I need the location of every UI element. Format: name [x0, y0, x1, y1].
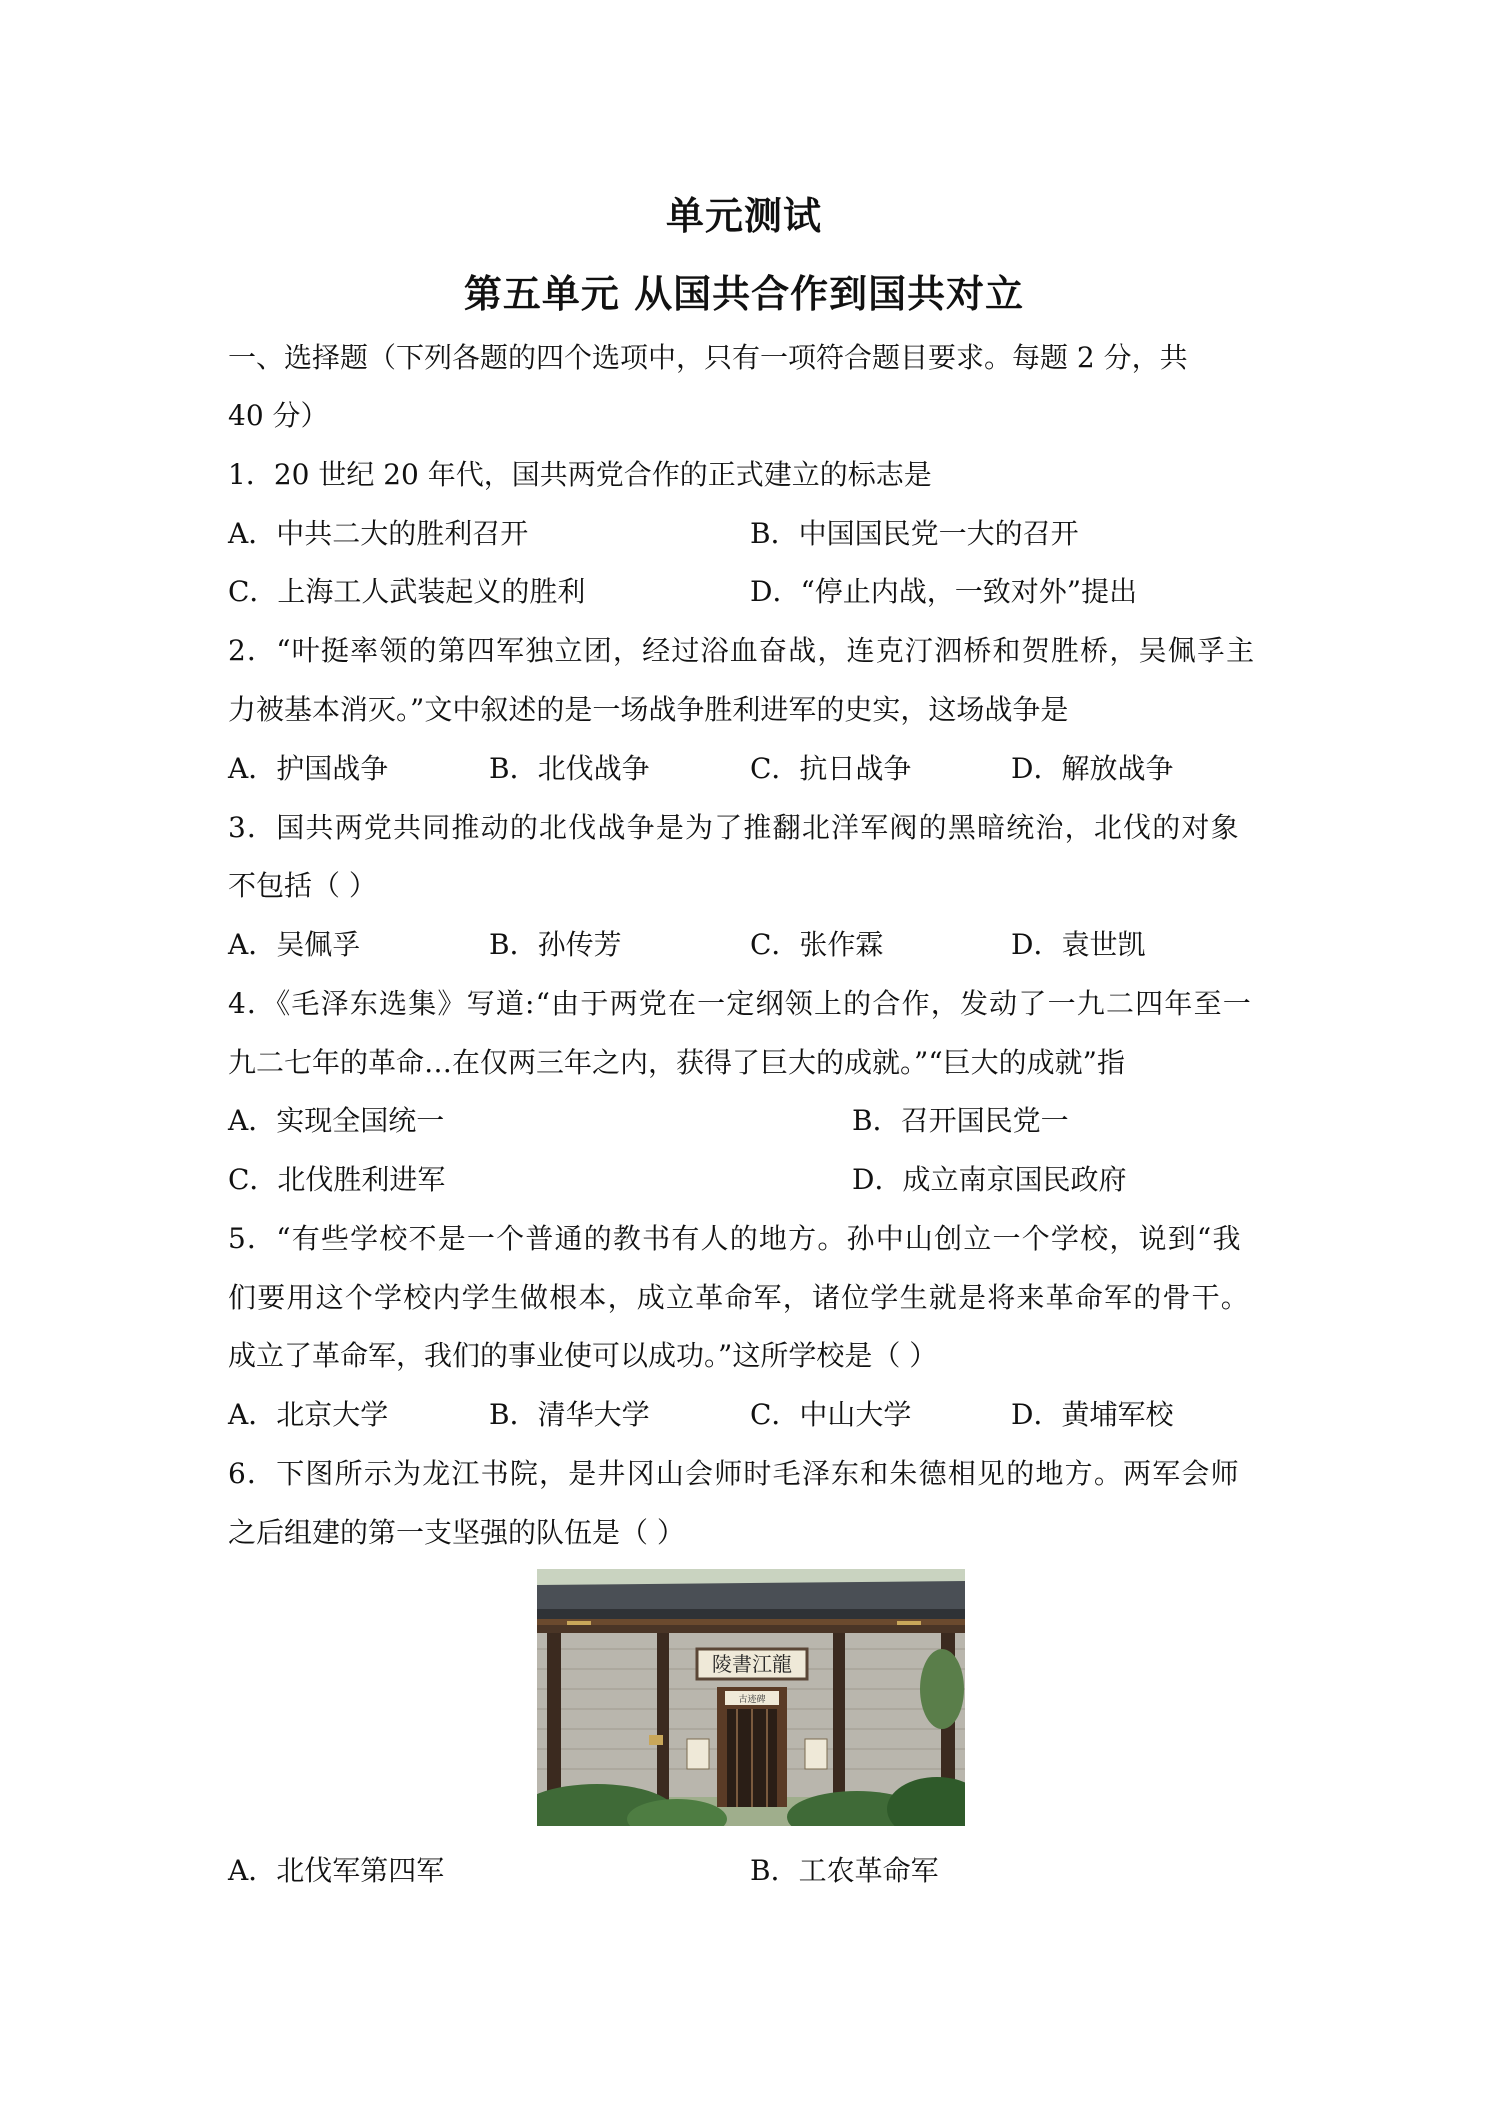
question-2-option-a[interactable]: A．护国战争 — [228, 752, 389, 785]
question-4-option-b[interactable]: B．召开国民党一 — [852, 1104, 1069, 1137]
longjiang-academy-photo — [537, 1569, 965, 1826]
page-title: 单元测试 — [665, 194, 822, 238]
question-1-option-c[interactable]: C．上海工人武装起义的胜利 — [228, 575, 586, 608]
question-3-option-d[interactable]: D．袁世凯 — [1011, 928, 1146, 961]
question-3-option-a[interactable]: A．吴佩孚 — [228, 928, 361, 961]
question-6-option-b[interactable]: B．工农革命军 — [750, 1854, 939, 1887]
question-5-stem-line-1: 5．“有些学校不是一个普通的教书有人的地方。孙中山创立一个学校，说到“我 — [228, 1222, 1242, 1255]
question-2-stem-line-1: 2．“叶挺率领的第四军独立团，经过浴血奋战，连克汀泗桥和贺胜桥，吴佩孚主 — [228, 634, 1256, 667]
question-6-stem-line-2: 之后组建的第一支坚强的队伍是（ ） — [228, 1516, 685, 1549]
question-5-option-d[interactable]: D．黄埔军校 — [1011, 1398, 1174, 1431]
question-2-option-c[interactable]: C．抗日战争 — [750, 752, 912, 785]
question-4-option-d[interactable]: D．成立南京国民政府 — [852, 1163, 1127, 1196]
unit-subtitle: 第五单元 从国共合作到国共对立 — [463, 272, 1025, 316]
question-4-stem-line-2: 九二七年的革命…在仅两三年之内，获得了巨大的成就。”“巨大的成就”指 — [228, 1046, 1125, 1079]
question-5-stem-line-2: 们要用这个学校内学生做根本，成立革命军，诸位学生就是将来革命军的骨干。 — [228, 1281, 1251, 1314]
question-4-stem-line-1: 4．《毛泽东选集》写道:“由于两党在一定纲领上的合作，发动了一九二四年至一 — [228, 987, 1252, 1020]
question-3-stem-line-2: 不包括（ ） — [228, 869, 377, 902]
question-3-option-b[interactable]: B．孙传芳 — [489, 928, 622, 961]
question-6-stem-line-1: 6．下图所示为龙江书院，是井冈山会师时毛泽东和朱德相见的地方。两军会师 — [228, 1457, 1240, 1490]
question-4-option-a[interactable]: A．实现全国统一 — [228, 1104, 445, 1137]
question-2-option-d[interactable]: D．解放战争 — [1011, 752, 1174, 785]
question-2-stem-line-2: 力被基本消灭。”文中叙述的是一场战争胜利进军的史实，这场战争是 — [228, 693, 1069, 726]
question-6-option-a[interactable]: A．北伐军第四军 — [228, 1854, 445, 1887]
question-5-option-c[interactable]: C．中山大学 — [750, 1398, 912, 1431]
question-3-option-c[interactable]: C．张作霖 — [750, 928, 884, 961]
section-instructions-line-2: 40 分） — [228, 399, 329, 432]
question-2-option-b[interactable]: B．北伐战争 — [489, 752, 650, 785]
question-3-stem-line-1: 3．国共两党共同推动的北伐战争是为了推翻北洋军阀的黑暗统治，北伐的对象 — [228, 811, 1240, 844]
question-5-option-a[interactable]: A．北京大学 — [228, 1398, 389, 1431]
question-4-option-c[interactable]: C．北伐胜利进军 — [228, 1163, 446, 1196]
question-1-stem: 1．20 世纪 20 年代，国共两党合作的正式建立的标志是 — [228, 458, 932, 491]
section-instructions-line-1: 一、选择题（下列各题的四个选项中，只有一项符合题目要求。每题 2 分，共 — [228, 341, 1188, 374]
plaque-text: 陵書江龍 — [712, 1652, 792, 1676]
door-sign-text: 古迹碑 — [738, 1695, 766, 1705]
question-5-option-b[interactable]: B．清华大学 — [489, 1398, 650, 1431]
question-5-stem-line-3: 成立了革命军，我们的事业使可以成功。”这所学校是（ ） — [228, 1339, 938, 1372]
question-1-option-a[interactable]: A．中共二大的胜利召开 — [228, 517, 529, 550]
question-1-option-d[interactable]: D．“停止内战，一致对外”提出 — [750, 575, 1138, 608]
question-1-option-b[interactable]: B．中国国民党一大的召开 — [750, 517, 1079, 550]
